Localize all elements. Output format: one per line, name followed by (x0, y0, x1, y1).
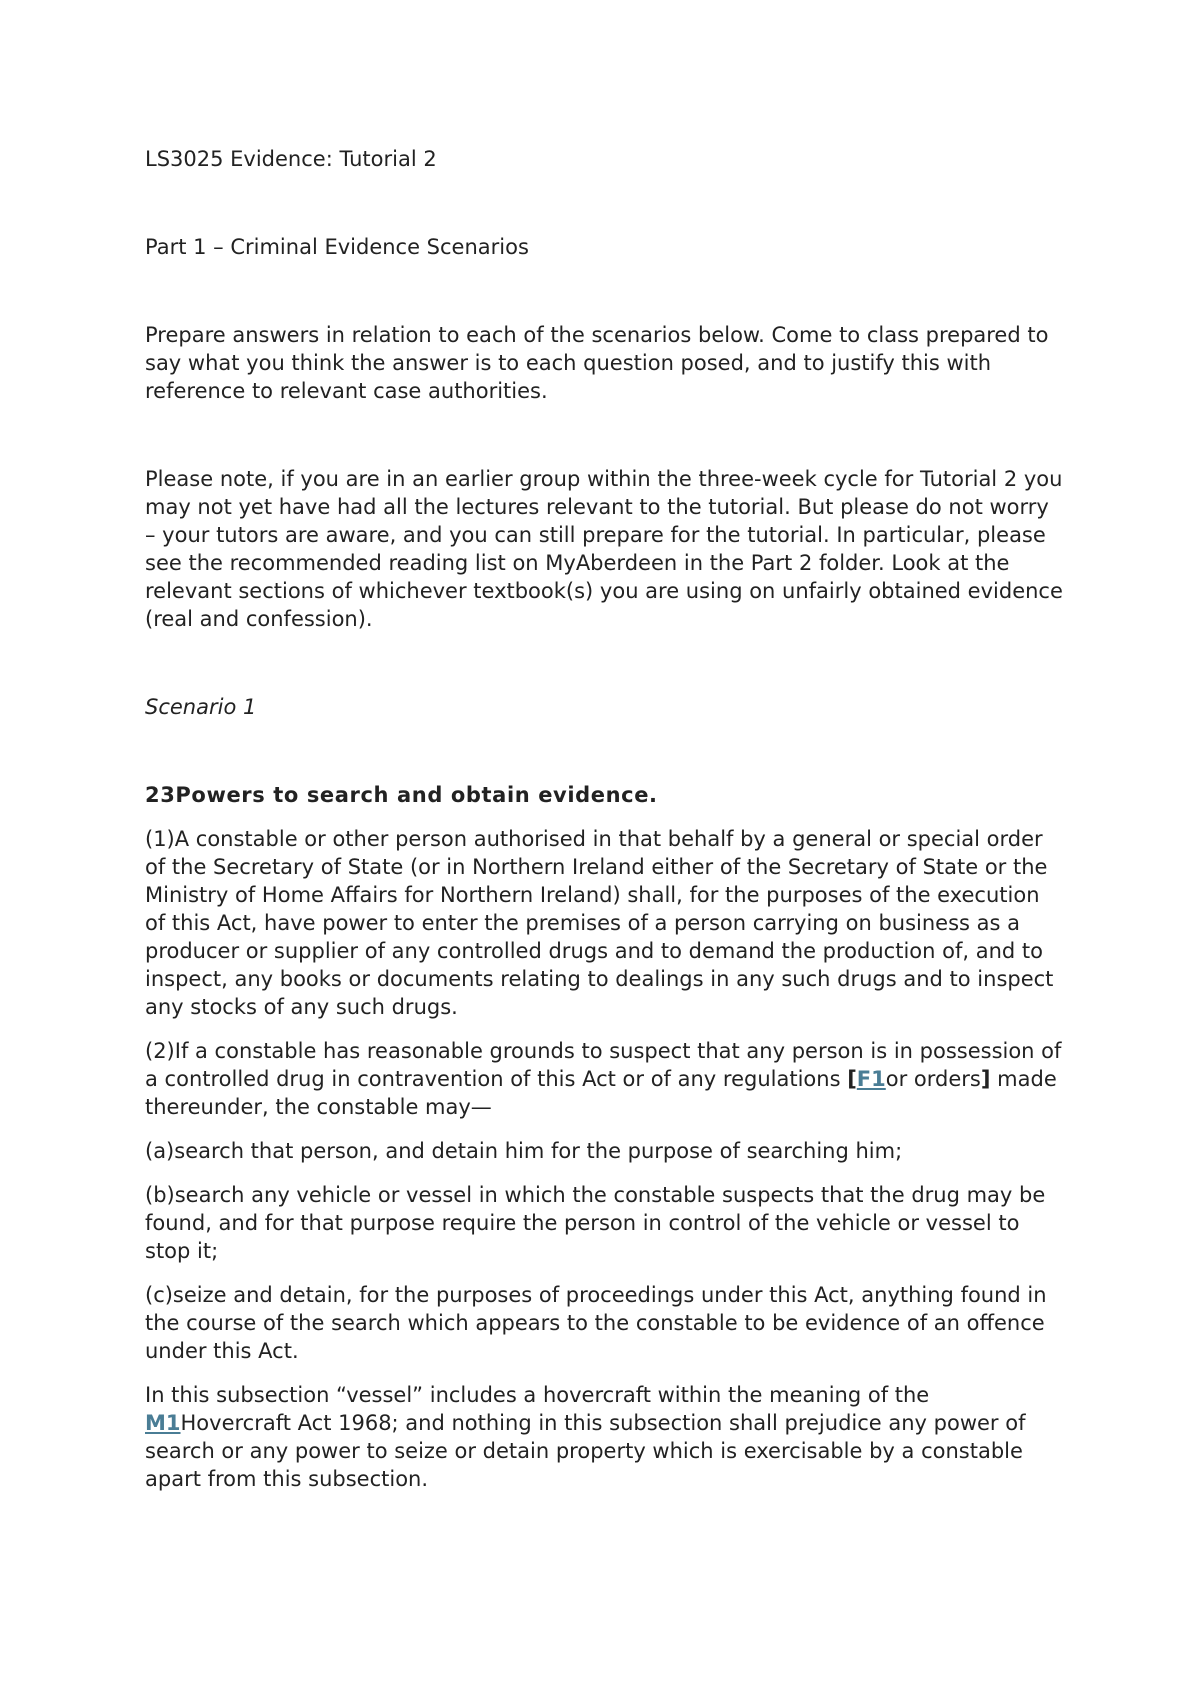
vessel-definition (145, 1381, 1065, 1493)
note-paragraph: Please note, if you are in an earlier group within the three-week cycle for Tutorial 2 you may not yet have had all the lectures relevant to the tutorial. But please do not worry – your tutors are aware, and you can still prepare for the tutorial. In particular, please see the recommended reading list on MyAberdeen in the Part 2 folder. Look at the relevant sections of whichever textbook(s) you are using on unfairly obtained evidence (real and confession). (145, 467, 1063, 631)
subsection-2-text-start: (2)If a constable has reasonable grounds to suspect that any person is in possession of a controlled drug in contravention of this Act or of any regulations (145, 1039, 1062, 1091)
part-heading: Part 1 – Criminal Evidence Scenarios (145, 235, 529, 259)
vessel-text-end: Hovercraft Act 1968; and nothing in this subsection shall prejudice any power of search or any power to seize or detain property which is exercisable by a constable apart from this subsection. (145, 1411, 1026, 1491)
subsection-2c: (c)seize and detain, for the purposes of proceedings under this Act, anything found in the course of the search which appears to the constable to be evidence of an offence under this Act. (145, 1283, 1047, 1363)
document-page (145, 145, 1065, 1509)
amendment-bracket-close: ] (980, 1067, 991, 1091)
scenario-label: Scenario 1 (145, 695, 257, 719)
document-title: LS3025 Evidence: Tutorial 2 (145, 147, 437, 171)
subsection-2-text-amended: or orders (885, 1067, 981, 1091)
marginal-note-link-m1[interactable]: M1 (145, 1411, 181, 1435)
subsection-2b: (b)search any vehicle or vessel in which the constable suspects that the drug may be found, and for that purpose require the person in control of the vehicle or vessel to stop it; (145, 1183, 1046, 1263)
vessel-text-start: In this subsection “vessel” includes a hovercraft within the meaning of the (145, 1383, 930, 1407)
amendment-bracket-open: [ (847, 1067, 857, 1091)
footnote-link-f1[interactable]: F1 (856, 1067, 886, 1091)
subsection-2-text-end: made thereunder, the constable may— (145, 1067, 1057, 1119)
section-heading: 23Powers to search and obtain evidence. (145, 783, 658, 807)
subsection-1: (1)A constable or other person authorised in that behalf by a general or special order of the Secretary of State (or in Northern Ireland either of the Secretary of State or the Ministry of Home Affairs for Northern Ireland) shall, for the purposes of the execution of this Act, have power to enter the premises of a person carrying on business as a producer or supplier of any controlled drugs and to demand the production of, and to inspect, any books or documents relating to dealings in any such drugs and to inspect any stocks of any such drugs. (145, 827, 1054, 1019)
subsection-2a: (a)search that person, and detain him for the purpose of searching him; (145, 1139, 903, 1163)
subsection-2 (145, 1037, 1065, 1121)
intro-paragraph: Prepare answers in relation to each of the scenarios below. Come to class prepared to say what you think the answer is to each question posed, and to justify this with reference to relevant case authorities. (145, 323, 1049, 403)
